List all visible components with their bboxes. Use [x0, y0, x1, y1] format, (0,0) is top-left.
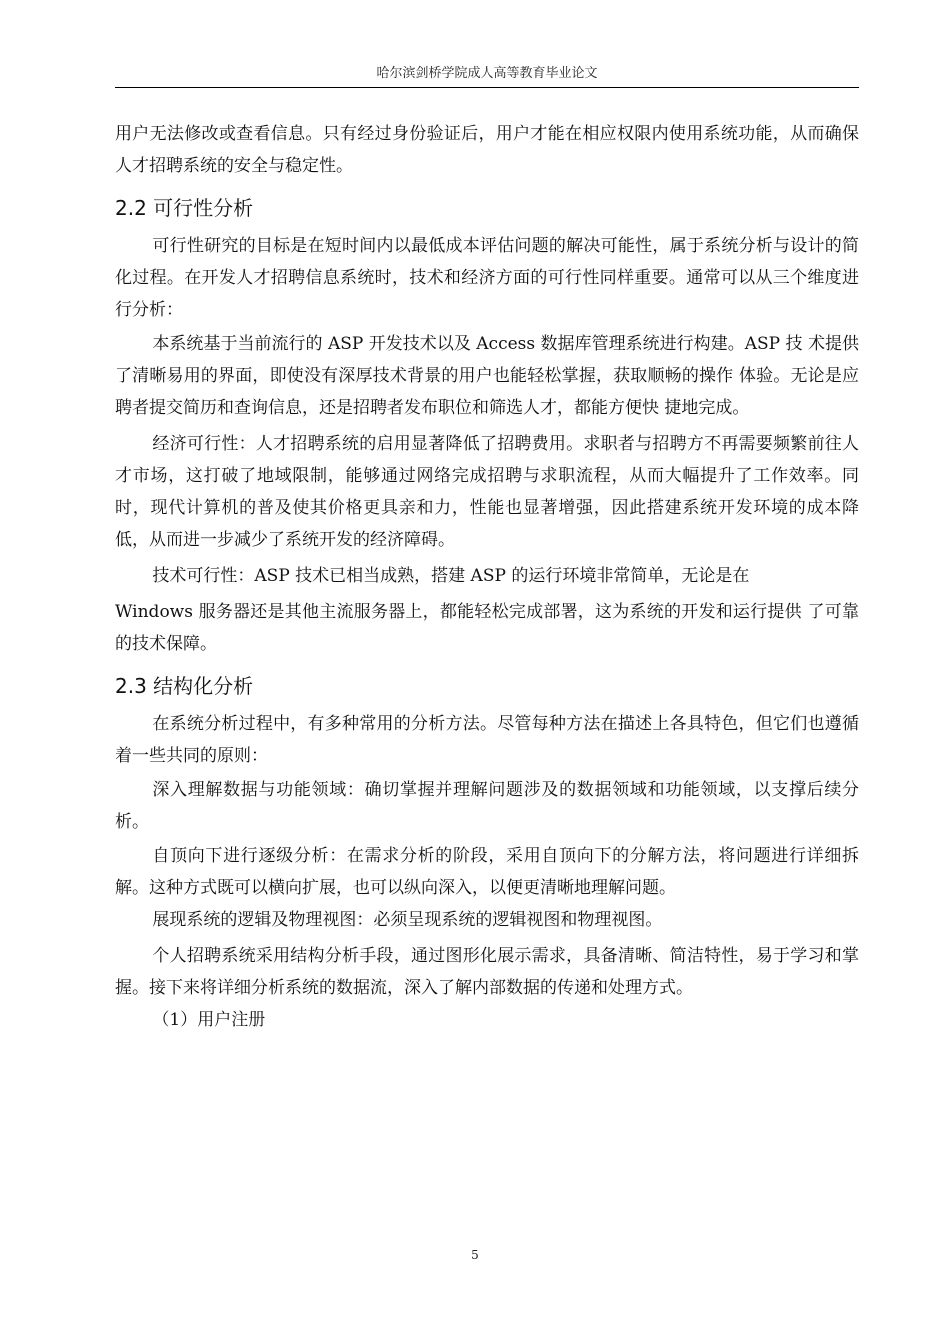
paragraph-feasibility-intro: 可行性研究的目标是在短时间内以最低成本评估问题的解决可能性，属于系统分析与设计的简化过程。在开发人才招聘信息系统时，技术和经济方面的可行性同样重要。通常可以从三个维度进行分析：	[115, 236, 859, 320]
header-rule	[115, 87, 859, 88]
paragraph-principle-2: 自顶向下进行逐级分析：在需求分析的阶段，采用自顶向下的分解方法，将问题进行详细拆解。这种方式既可以横向扩展，也可以纵向深入，以便更清晰地理解问题。	[115, 846, 859, 898]
paragraph-principle-1: 深入理解数据与功能领域：确切掌握并理解问题涉及的数据领域和功能领域，以支撑后续分析。	[115, 780, 859, 832]
paragraph-technical-feasibility-line2: Windows 服务器还是其他主流服务器上，都能轻松完成部署，这为系统的开发和运行提供 了可靠的技术保障。	[115, 602, 859, 654]
paragraph-summary: 个人招聘系统采用结构分析手段，通过图形化展示需求，具备清晰、简洁特性，易于学习和掌握。接下来将详细分析系统的数据流，深入了解内部数据的传递和处理方式。	[115, 946, 859, 998]
paragraph-intro: 用户无法修改或查看信息。只有经过身份验证后，用户才能在相应权限内使用系统功能，从而确保人才招聘系统的安全与稳定性。	[115, 124, 859, 176]
page-header-title: 哈尔滨剑桥学院成人高等教育毕业论文	[376, 66, 598, 81]
document-body	[115, 118, 859, 1036]
paragraph-economic-feasibility: 经济可行性：人才招聘系统的启用显著降低了招聘费用。求职者与招聘方不再需要频繁前往人才市场，这打破了地域限制，能够通过网络完成招聘与求职流程，从而大幅提升了工作效率。同时，现代计算机的普及使其价格更具亲和力，性能也显著增强，因此搭建系统开发环境的成本降低，从而进一步减少了系统开发的经济障碍。	[115, 434, 859, 550]
paragraph-principle-3: 展现系统的逻辑及物理视图：必须呈现系统的逻辑视图和物理视图。	[152, 910, 663, 930]
section-heading-2-3: 2.3 结构化分析	[115, 674, 254, 698]
paragraph-structured-intro: 在系统分析过程中，有多种常用的分析方法。尽管每种方法在描述上各具特色，但它们也遵循着一些共同的原则：	[115, 714, 859, 766]
paragraph-technical-feasibility-line1: 技术可行性：ASP 技术已相当成熟，搭建 ASP 的运行环境非常简单，无论是在	[152, 566, 750, 586]
section-heading-2-2: 2.2 可行性分析	[115, 196, 254, 220]
list-item-user-registration: （1）用户注册	[152, 1010, 266, 1030]
page-number: 5	[471, 1248, 479, 1262]
paragraph-operational-feasibility: 本系统基于当前流行的 ASP 开发技术以及 Access 数据库管理系统进行构建。ASP 技 术提供了清晰易用的界面，即使没有深厚技术背景的用户也能轻松掌握，获取顺畅的操作 体验。无论是应聘者提交简历和查询信息，还是招聘者发布职位和筛选人才，都能方便快 捷地完成。	[115, 334, 859, 418]
